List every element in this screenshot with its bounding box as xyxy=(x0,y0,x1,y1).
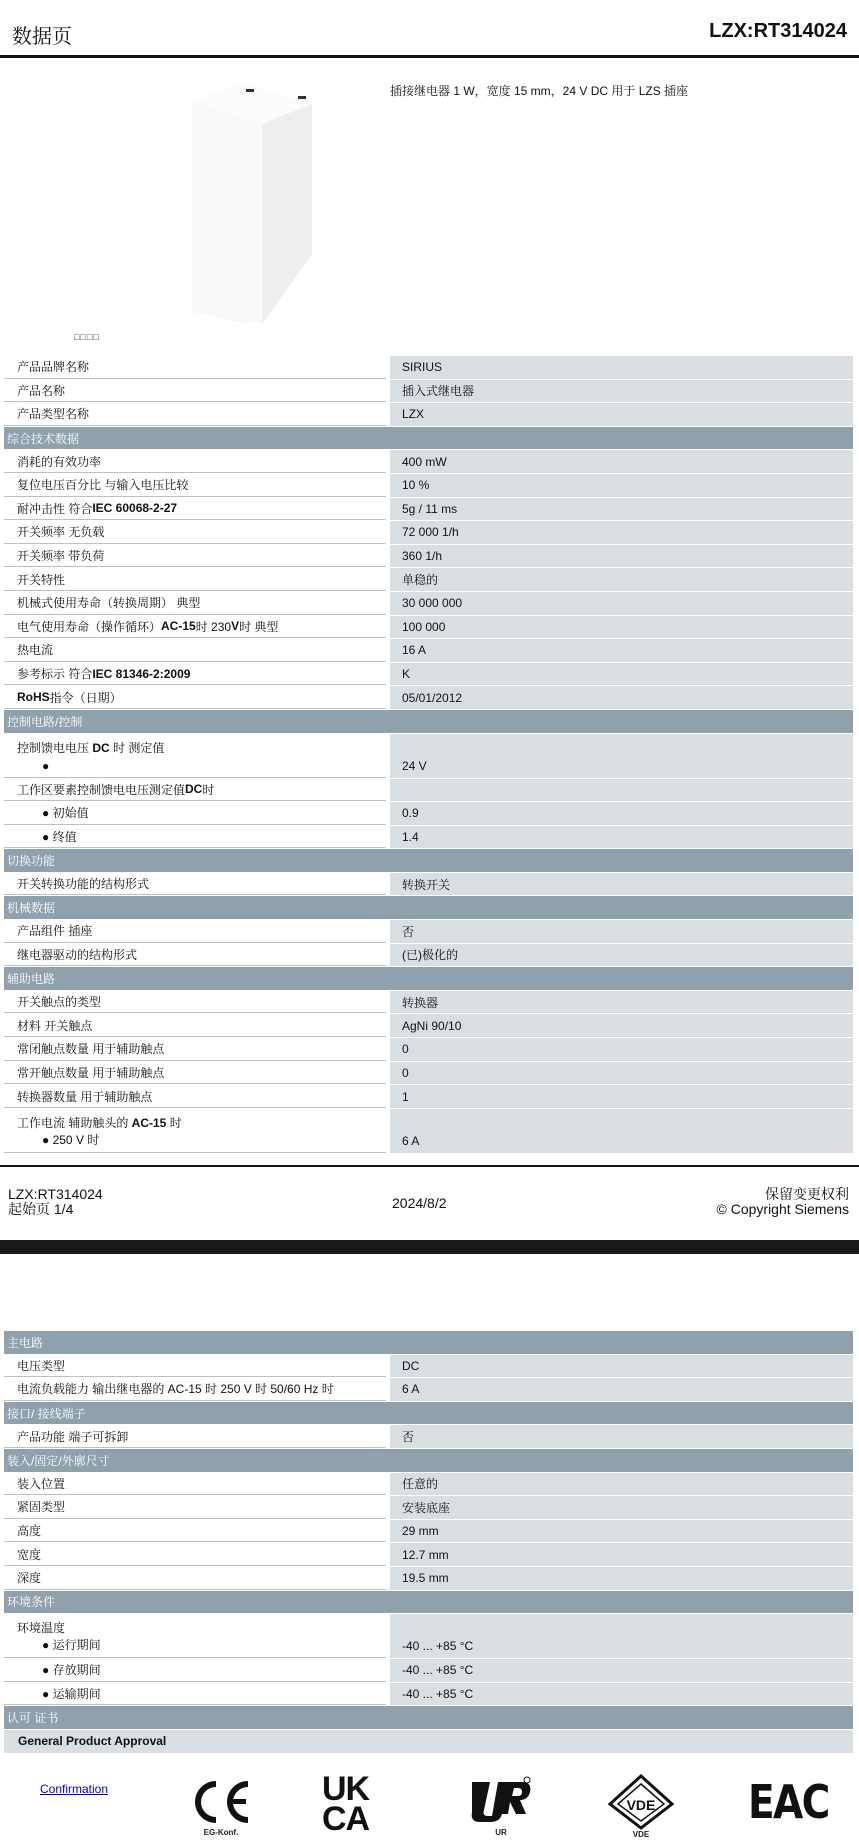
section-header: 切换功能 xyxy=(4,849,853,873)
key-text: 时 xyxy=(202,782,215,797)
row-key xyxy=(4,1614,386,1658)
table-row xyxy=(4,1355,853,1379)
row-key: 常闭触点数量 用于辅助触点 xyxy=(4,1038,386,1061)
key-bold: IEC 60068-2-27 xyxy=(92,501,178,516)
row-key: 开关频率 带负荷 xyxy=(4,545,386,568)
row-key xyxy=(4,663,386,686)
key-line xyxy=(17,1114,182,1131)
footer-page-number: 起始页 1/4 xyxy=(8,1201,74,1217)
table-row xyxy=(4,380,853,404)
table-row xyxy=(4,826,853,850)
table-row xyxy=(4,1659,853,1683)
table-row xyxy=(4,1520,853,1544)
svg-text:VDE: VDE xyxy=(626,1797,656,1813)
table-row xyxy=(4,734,853,779)
key-sub: ● 250 V 时 xyxy=(42,1132,100,1147)
row-key: 热电流 xyxy=(4,639,386,662)
key-text: 指令（日期） xyxy=(49,690,122,705)
table-row xyxy=(4,663,853,687)
row-value: 插入式继电器 xyxy=(390,380,853,403)
table-row xyxy=(4,1085,853,1109)
row-value: DC xyxy=(390,1355,853,1378)
row-key: 深度 xyxy=(4,1567,386,1590)
vde-mark-icon xyxy=(606,1774,676,1846)
page-footer xyxy=(0,1165,859,1240)
section-header: 机械数据 xyxy=(4,896,853,920)
table-row xyxy=(4,1496,853,1520)
row-value: 转换器 xyxy=(390,991,853,1014)
key-text: 时 典型 xyxy=(239,619,279,634)
row-value: (已)极化的 xyxy=(390,944,853,967)
key-text: 电气使用寿命（操作循环） xyxy=(17,619,162,634)
table-row xyxy=(4,521,853,545)
row-key: 电压类型 xyxy=(4,1355,386,1378)
row-value: 1.4 xyxy=(390,826,853,849)
row-key: 转换器数量 用于辅助触点 xyxy=(4,1085,386,1108)
table-row xyxy=(4,802,853,826)
row-value: 安装底座 xyxy=(390,1496,853,1519)
row-value: 转换开关 xyxy=(390,873,853,896)
key-text: 时 xyxy=(166,1115,182,1130)
footer-right xyxy=(717,1187,849,1217)
key-text: 时 测定值 xyxy=(109,740,165,755)
row-value: 10 % xyxy=(390,474,853,497)
key-bold: DC xyxy=(185,782,203,797)
product-code: LZX:RT314024 xyxy=(709,20,847,42)
row-value: 30 000 000 xyxy=(390,592,853,615)
row-value: 16 A xyxy=(390,639,853,662)
row-key xyxy=(4,1109,386,1153)
section-header: 环境条件 xyxy=(4,1591,853,1615)
row-key: ● 运输期间 xyxy=(4,1683,386,1706)
row-value: 5g / 11 ms xyxy=(390,498,853,521)
row-value: 否 xyxy=(390,1425,853,1448)
row-key: ● 终值 xyxy=(4,826,386,849)
ur-caption: UR xyxy=(495,1828,507,1837)
key-text: 参考标示 符合 xyxy=(17,667,93,682)
ukca-bottom: CA xyxy=(322,1800,370,1838)
row-value: K xyxy=(390,663,853,686)
row-value: 24 V xyxy=(390,734,853,778)
row-key: 电流负载能力 输出继电器的 AC-15 时 250 V 时 50/60 Hz 时 xyxy=(4,1378,386,1401)
row-value: 否 xyxy=(390,920,853,943)
footer-left xyxy=(8,1187,103,1217)
key-text: 耐冲击性 符合 xyxy=(17,501,93,516)
row-key: 机械式使用寿命（转换周期） 典型 xyxy=(4,592,386,615)
row-key: 产品功能 端子可拆卸 xyxy=(4,1425,386,1448)
page-header xyxy=(0,0,859,58)
table-row xyxy=(4,920,853,944)
row-value: 29 mm xyxy=(390,1520,853,1543)
key-text: 控制馈电电压 xyxy=(17,740,93,755)
table-row xyxy=(4,498,853,522)
row-key: 宽度 xyxy=(4,1543,386,1566)
row-key: 继电器驱动的结构形式 xyxy=(4,944,386,967)
table-row xyxy=(4,1038,853,1062)
table-row xyxy=(4,568,853,592)
key-bold: AC-15 xyxy=(161,619,196,634)
row-key: 消耗的有效功率 xyxy=(4,450,386,473)
eac-mark-icon: EAC xyxy=(748,1775,829,1829)
row-key: 产品类型名称 xyxy=(4,403,386,426)
row-key: 高度 xyxy=(4,1520,386,1543)
footer-rights: 保留变更权利 xyxy=(765,1186,849,1202)
key-sub: ● xyxy=(42,758,50,773)
table-row xyxy=(4,474,853,498)
row-value: 360 1/h xyxy=(390,545,853,568)
row-value: 0 xyxy=(390,1038,853,1061)
table-row xyxy=(4,403,853,427)
row-value: 400 mW xyxy=(390,450,853,473)
approval-label: General Product Approval xyxy=(18,1734,167,1749)
confirmation-link[interactable]: Confirmation xyxy=(40,1782,109,1796)
table-row xyxy=(4,1473,853,1497)
row-value: 100 000 xyxy=(390,616,853,639)
product-image xyxy=(180,84,318,328)
key-text: 时 230 xyxy=(195,619,232,634)
footer-copyright: © Copyright Siemens xyxy=(716,1201,849,1217)
row-value: -40 ... +85 °C xyxy=(390,1683,853,1706)
row-value: LZX xyxy=(390,403,853,426)
table-row xyxy=(4,779,853,803)
row-value: 72 000 1/h xyxy=(390,521,853,544)
section-header: 主电路 xyxy=(4,1331,853,1355)
ur-mark-icon xyxy=(468,1774,534,1846)
row-key xyxy=(4,779,386,802)
table-row xyxy=(4,944,853,968)
row-key: 常开触点数量 用于辅助触点 xyxy=(4,1062,386,1085)
row-value: -40 ... +85 °C xyxy=(390,1659,853,1682)
table-row xyxy=(4,1109,853,1154)
spec-table-page-2 xyxy=(4,1331,853,1754)
row-value: 6 A xyxy=(390,1378,853,1401)
row-value: 19.5 mm xyxy=(390,1567,853,1590)
footer-code: LZX:RT314024 xyxy=(8,1186,103,1202)
approval-row xyxy=(4,1730,853,1754)
ce-caption: EG-Konf. xyxy=(203,1828,239,1837)
page-title: 数据页 xyxy=(12,26,72,48)
key-bold: AC-15 xyxy=(131,1115,167,1130)
product-description: 插接继电器 1 W，宽度 15 mm，24 V DC 用于 LZS 插座 xyxy=(390,84,689,98)
table-row xyxy=(4,1062,853,1086)
ukca-top: UK xyxy=(322,1770,370,1808)
row-value: 0 xyxy=(390,1062,853,1085)
row-key: 开关转换功能的结构形式 xyxy=(4,873,386,896)
row-value: 6 A xyxy=(390,1109,853,1153)
row-key: 装入位置 xyxy=(4,1473,386,1496)
key-bold: IEC 81346-2:2009 xyxy=(92,666,191,681)
footer-date: 2024/8/2 xyxy=(392,1195,447,1211)
spec-table-page-1 xyxy=(4,356,853,1154)
row-value: 任意的 xyxy=(390,1473,853,1496)
row-value: -40 ... +85 °C xyxy=(390,1614,853,1658)
key-sub: ● 运行期间 xyxy=(42,1638,101,1653)
row-key: 复位电压百分比 与输入电压比较 xyxy=(4,474,386,497)
vde-caption: VDE xyxy=(632,1830,650,1839)
row-key: 开关触点的类型 xyxy=(4,991,386,1014)
table-row xyxy=(4,686,853,710)
key-text: 工作电流 辅助触头的 xyxy=(17,1115,132,1130)
row-key xyxy=(4,686,386,709)
page-separator xyxy=(0,1240,859,1254)
table-row xyxy=(4,450,853,474)
row-key: 产品组件 插座 xyxy=(4,920,386,943)
row-key: ● 存放期间 xyxy=(4,1659,386,1682)
row-value: 05/01/2012 xyxy=(390,686,853,709)
row-key: 紧固类型 xyxy=(4,1496,386,1519)
section-header: 认可 证书 xyxy=(4,1706,853,1730)
row-key: 产品名称 xyxy=(4,380,386,403)
section-header: 辅助电路 xyxy=(4,967,853,991)
table-row xyxy=(4,991,853,1015)
table-row xyxy=(4,1543,853,1567)
row-value: 0.9 xyxy=(390,802,853,825)
table-row xyxy=(4,1683,853,1707)
section-header: 装入/固定/外廓尺寸 xyxy=(4,1449,853,1473)
table-row xyxy=(4,1614,853,1659)
row-key: 开关频率 无负载 xyxy=(4,521,386,544)
table-row xyxy=(4,1378,853,1402)
key-bold: V xyxy=(231,619,240,634)
table-row xyxy=(4,639,853,663)
section-header: 控制电路/控制 xyxy=(4,710,853,734)
table-row xyxy=(4,356,853,380)
row-key: 开关特性 xyxy=(4,568,386,591)
ce-mark-icon xyxy=(186,1774,256,1846)
row-key xyxy=(4,498,386,521)
section-header: 综合技术数据 xyxy=(4,427,853,451)
section-header: 接口/ 接线端子 xyxy=(4,1402,853,1426)
key-text: 工作区要素控制馈电电压测定值 xyxy=(17,782,186,797)
row-value: 12.7 mm xyxy=(390,1543,853,1566)
row-value: 1 xyxy=(390,1085,853,1108)
table-row xyxy=(4,1425,853,1449)
key-bold: DC xyxy=(92,740,110,755)
table-row xyxy=(4,545,853,569)
key-bold: RoHS xyxy=(17,690,50,705)
row-key: ● 初始值 xyxy=(4,802,386,825)
table-row xyxy=(4,1567,853,1591)
row-value: 单稳的 xyxy=(390,568,853,591)
row-value: SIRIUS xyxy=(390,356,853,379)
row-key xyxy=(4,616,386,639)
table-row xyxy=(4,592,853,616)
table-row xyxy=(4,1014,853,1038)
row-value xyxy=(390,779,853,802)
table-row xyxy=(4,873,853,897)
row-value: AgNi 90/10 xyxy=(390,1014,853,1037)
key-text: 环境温度 xyxy=(17,1621,66,1636)
row-key: 材料 开关触点 xyxy=(4,1014,386,1037)
certificates-row xyxy=(0,1770,859,1846)
ukca-mark-icon xyxy=(322,1770,392,1846)
row-key: 产品品牌名称 xyxy=(4,356,386,379)
row-key xyxy=(4,734,386,778)
table-row xyxy=(4,616,853,640)
image-caption: □□□□ xyxy=(74,332,100,342)
key-line xyxy=(17,739,164,756)
